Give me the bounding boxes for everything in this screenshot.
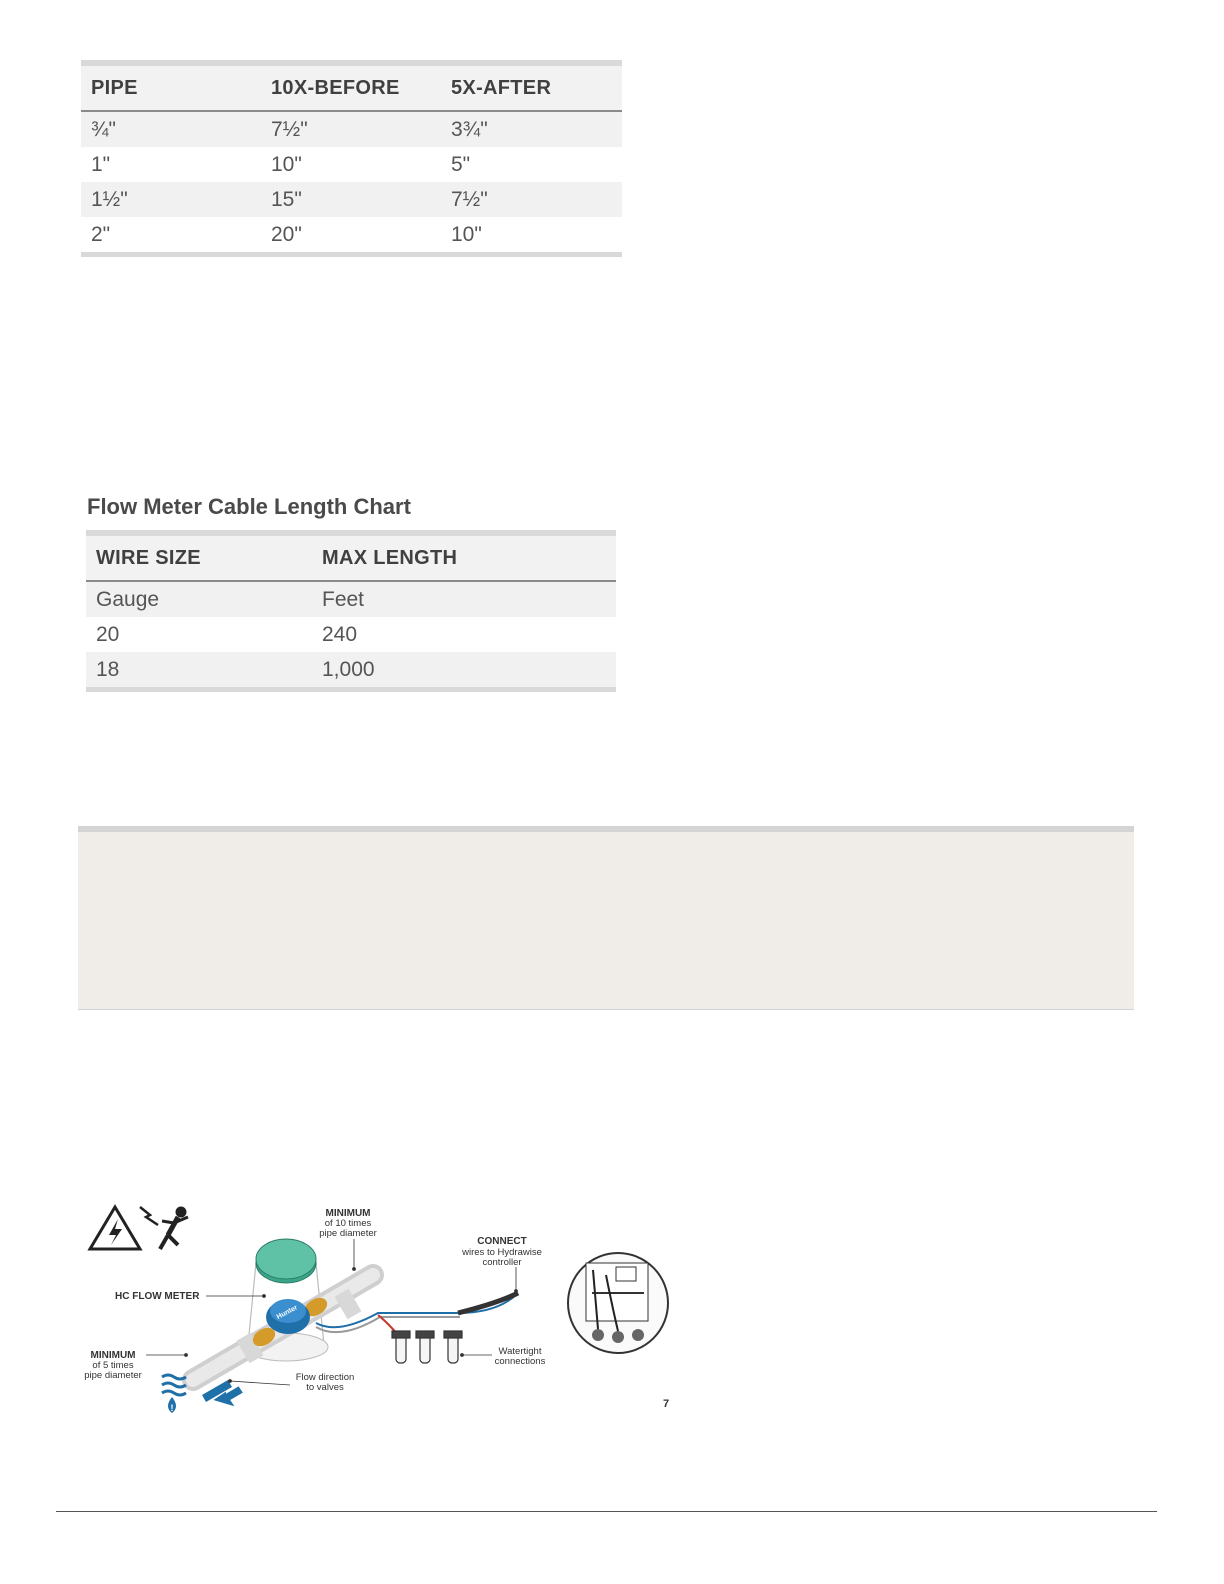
- note-box: [78, 826, 1134, 1010]
- table-cell: 2": [91, 222, 111, 246]
- label-connect-line2: controller: [482, 1257, 522, 1268]
- table-row: [86, 652, 616, 687]
- label-min5-bold: MINIMUM: [90, 1350, 136, 1361]
- table-cell: 1,000: [322, 657, 375, 681]
- label-hc-flow-meter: HC FLOW METER: [115, 1291, 200, 1302]
- table-cell: 7½": [451, 187, 488, 211]
- label-watertight-line1: Watertight: [498, 1346, 542, 1357]
- table-row: [81, 112, 622, 147]
- table-cell: 5": [451, 152, 471, 176]
- cable-length-table: [86, 530, 616, 692]
- label-min10-line1: of 10 times: [324, 1218, 372, 1229]
- table-cell: 1½": [91, 187, 128, 211]
- table-row: [81, 147, 622, 182]
- header-10x-before: 10X-BEFORE: [271, 76, 400, 99]
- table-cell: 3¾": [451, 117, 488, 141]
- controller-detail: [568, 1253, 668, 1353]
- label-min10-line2: pipe diameter: [319, 1228, 377, 1239]
- electrical-hazard-icon: [90, 1207, 140, 1249]
- header-max-length: MAX LENGTH: [322, 546, 458, 569]
- label-connect-line1: wires to Hydrawise: [462, 1247, 542, 1258]
- electric-shock-person-icon: [140, 1207, 188, 1249]
- flow-direction-arrow-icon: [202, 1380, 243, 1406]
- table-cell: ¾": [91, 117, 116, 141]
- header-wire-size: WIRE SIZE: [96, 546, 201, 569]
- table-row: [81, 217, 622, 252]
- label-flow-line2: to valves: [306, 1382, 344, 1393]
- pipe-distance-table: [81, 60, 622, 257]
- table-cell: 20: [96, 622, 120, 646]
- table-header-row: [81, 66, 622, 112]
- table-row: [86, 617, 616, 652]
- table-cell: 10": [271, 152, 302, 176]
- table-bottom-bar: [81, 252, 622, 257]
- label-min10-bold: MINIMUM: [325, 1208, 371, 1219]
- table-cell: Feet: [322, 587, 365, 611]
- label-min5-line2: pipe diameter: [84, 1370, 142, 1381]
- table-cell: 240: [322, 622, 358, 646]
- label-flow-line1: Flow direction: [295, 1372, 355, 1383]
- meter-brand-text: Hunter: [275, 1304, 299, 1322]
- watertight-connectors: [392, 1331, 462, 1363]
- table-cell: 7½": [271, 117, 308, 141]
- label-min5-line1: of 5 times: [92, 1360, 134, 1371]
- header-pipe: PIPE: [91, 76, 138, 99]
- cable-chart-title: Flow Meter Cable Length Chart: [87, 494, 411, 519]
- table-bottom-bar: [86, 687, 616, 692]
- table-cell: 18: [96, 657, 120, 681]
- label-connect-bold: CONNECT: [477, 1236, 527, 1247]
- table-row: [81, 182, 622, 217]
- label-watertight-line2: connections: [494, 1356, 546, 1367]
- table-cell: 10": [451, 222, 482, 246]
- installation-diagram: [78, 1195, 678, 1420]
- page-number: 7: [663, 1398, 670, 1410]
- table-cell: 20": [271, 222, 302, 246]
- svg-text:!: !: [170, 1403, 174, 1413]
- header-5x-after: 5X-AFTER: [451, 76, 552, 99]
- table-header-row: [86, 536, 616, 582]
- table-cell: Gauge: [96, 587, 160, 611]
- table-cell: 15": [271, 187, 302, 211]
- table-row: [86, 582, 616, 617]
- footer-divider: [56, 1511, 1157, 1512]
- table-cell: 1": [91, 152, 111, 176]
